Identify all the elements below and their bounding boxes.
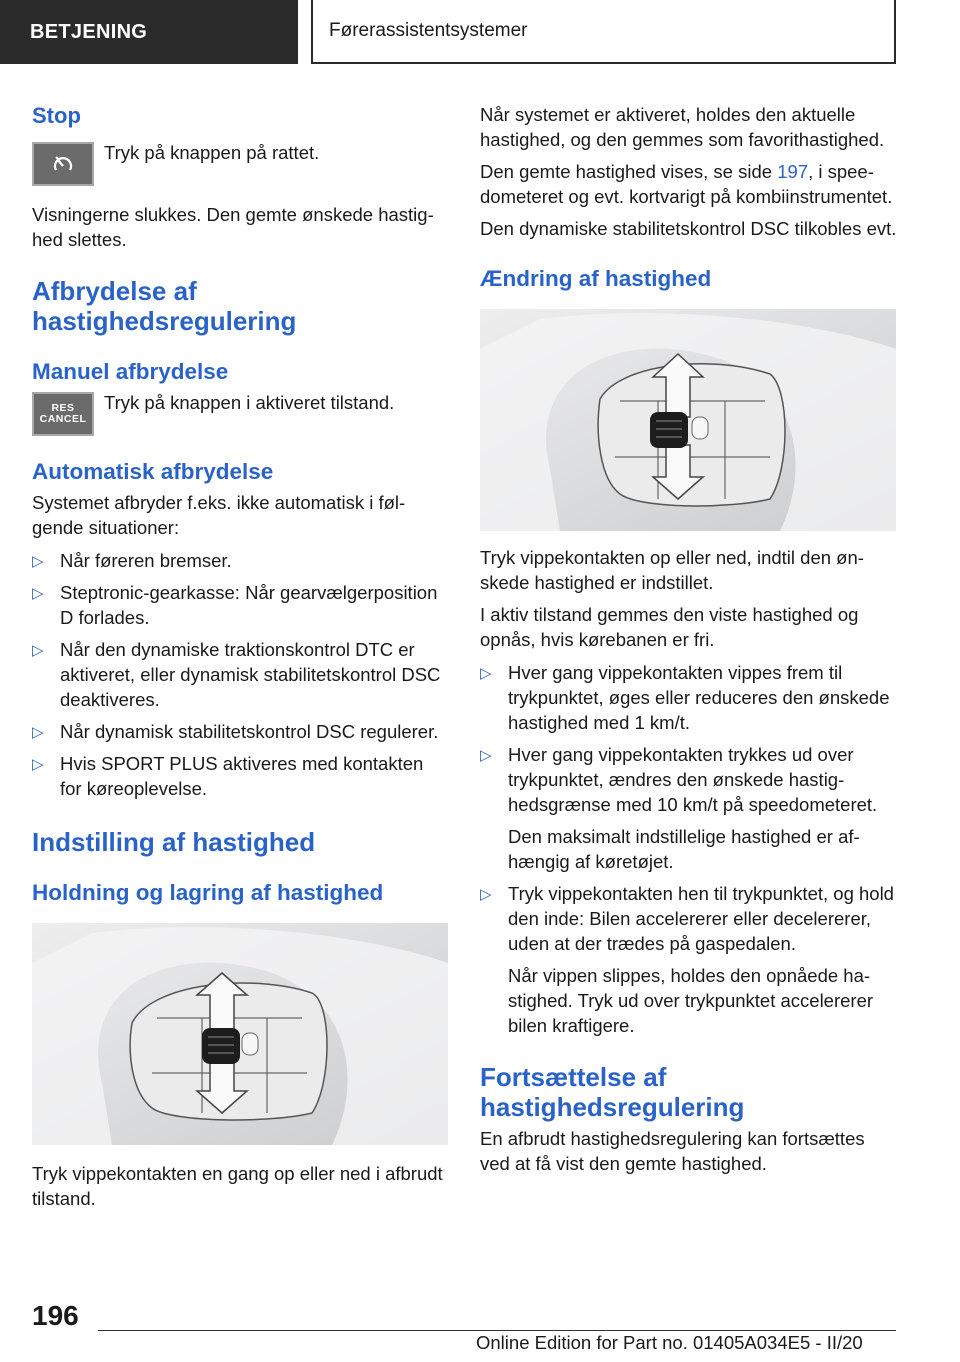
footer-edition: Online Edition for Part no. 01405A034E5 - II/20 [476,1332,863,1353]
triangle-bullet-icon: ▷ [480,886,492,903]
auto-list [32,548,450,801]
list-item: ▷ Hver gang vippekontakten vippes frem til trykpunktet, øges eller reduceres den ønskede hastighed med 1 km/t. [480,662,890,733]
header-section [0,0,298,64]
list-item-note: Når vippen slippes, holdes den opnåede hastighed. Tryk ud over trykpunktet accelererer bilen kraftigere. [508,965,874,1036]
speedometer-icon [48,152,78,176]
speed-limiter-button-icon [32,142,94,186]
triangle-bullet-icon: ▷ [32,724,44,741]
right-column [480,100,898,1176]
stop-heading: Stop [32,103,81,128]
list-item: ▷ Når føreren bremser. [32,548,450,573]
set-speed-heading: Indstilling af hastighed [32,827,316,857]
steering-wheel-rocker-photo-2 [480,309,896,531]
list-item: ▷ Steptronic-gearkasse: Når gearvælgerposition D forlades. [32,582,438,628]
change-text-2: I aktiv tilstand gemmes den viste hastighed og opnås, hvis kørebanen er fri. [480,604,859,650]
triangle-bullet-icon: ▷ [480,665,492,682]
header-chapter [311,0,896,64]
list-item-note: Den maksimalt indstillelige hastighed er afhængig af køretøjet. [508,826,860,872]
triangle-bullet-icon: ▷ [32,642,44,659]
list-item: ▷ Når den dynamiske traktionskontrol DTC er aktiveret, eller dynamisk stabilitetskontrol DSC deaktiveres. [32,639,441,710]
manual-cancel-heading: Manuel afbrydelse [32,359,229,384]
change-list [480,660,898,1038]
stop-note: Visningerne slukkes. Den gemte ønskede hastighed slettes. [32,204,434,250]
rocker-switch-illustration [480,309,896,531]
stop-text: Tryk på knappen på rattet. [104,142,320,163]
cancel-heading: Afbrydelse af hastighedsregulering [32,276,297,336]
hold-text: Tryk vippekontakten en gang op eller ned i afbrudt tilstand. [32,1163,443,1209]
list-item: ▷ Hvis SPORT PLUS aktiveres med kontakten for køreoplevelse. [32,753,424,799]
change-speed-heading: Ændring af hastighed [480,266,712,291]
manual-text: Tryk på knappen i aktiveret tilstand. [104,392,395,413]
active-text: Når systemet er aktiveret, holdes den aktuelle hastighed, og den gemmes som favorithastighed. [480,104,885,150]
left-column [32,100,450,1211]
res-cancel-label: RES CANCEL [39,402,87,425]
auto-intro: Systemet afbryder f.eks. ikke automatisk i følgende situationer: [32,492,406,538]
triangle-bullet-icon: ▷ [480,747,492,764]
rocker-switch-illustration [32,923,448,1145]
section-title: BETJENING [30,20,148,43]
triangle-bullet-icon: ▷ [32,553,44,570]
list-item: ▷ Når dynamisk stabilitetskontrol DSC regulerer. [32,719,450,744]
triangle-bullet-icon: ▷ [32,585,44,602]
resume-heading: Fortsættelse af hastighedsregulering [480,1062,745,1122]
res-cancel-button-icon [32,392,94,436]
footer-divider [98,1330,896,1331]
auto-cancel-heading: Automatisk afbrydelse [32,459,274,484]
list-item: ▷ Tryk vippekontakten hen til trykpunktet, og hold den inde: Bilen accelererer eller decelererer, uden at der trædes på gaspedalen. Når vippen slippes, holdes den opnåede hastighed. Tryk ud over trykpunktet accelererer bilen kraftigere. [480,881,898,1038]
page-link[interactable]: 197 [777,161,809,182]
dsc-text: Den dynamiske stabilitetskontrol DSC tilkobles evt. [480,218,897,239]
list-item: ▷ Hver gang vippekontakten trykkes ud over trykpunktet, ændres den ønskede hastighedsgrænse med 10 km/t på speedometeret. Den maksimalt indstillelige hastighed er afhængig af køretøjet. [480,742,898,874]
change-text-1: Tryk vippekontakten op eller ned, indtil den ønskede hastighed er indstillet. [480,547,864,593]
resume-text: En afbrudt hastighedsregulering kan fortsættes ved at få vist den gemte hastighed. [480,1128,865,1174]
stored-speed-text: Den gemte hastighed vises, se side 197, i speedometeret og evt. kortvarigt på kombiinstrumentet. [480,161,893,207]
triangle-bullet-icon: ▷ [32,756,44,773]
manual-row [32,392,450,436]
chapter-title: Førerassistentsystemer [329,20,528,41]
steering-wheel-rocker-photo [32,923,448,1145]
hold-speed-heading: Holdning og lagring af hastighed [32,880,384,905]
page-number: 196 [32,1300,79,1331]
stop-row [32,142,450,186]
